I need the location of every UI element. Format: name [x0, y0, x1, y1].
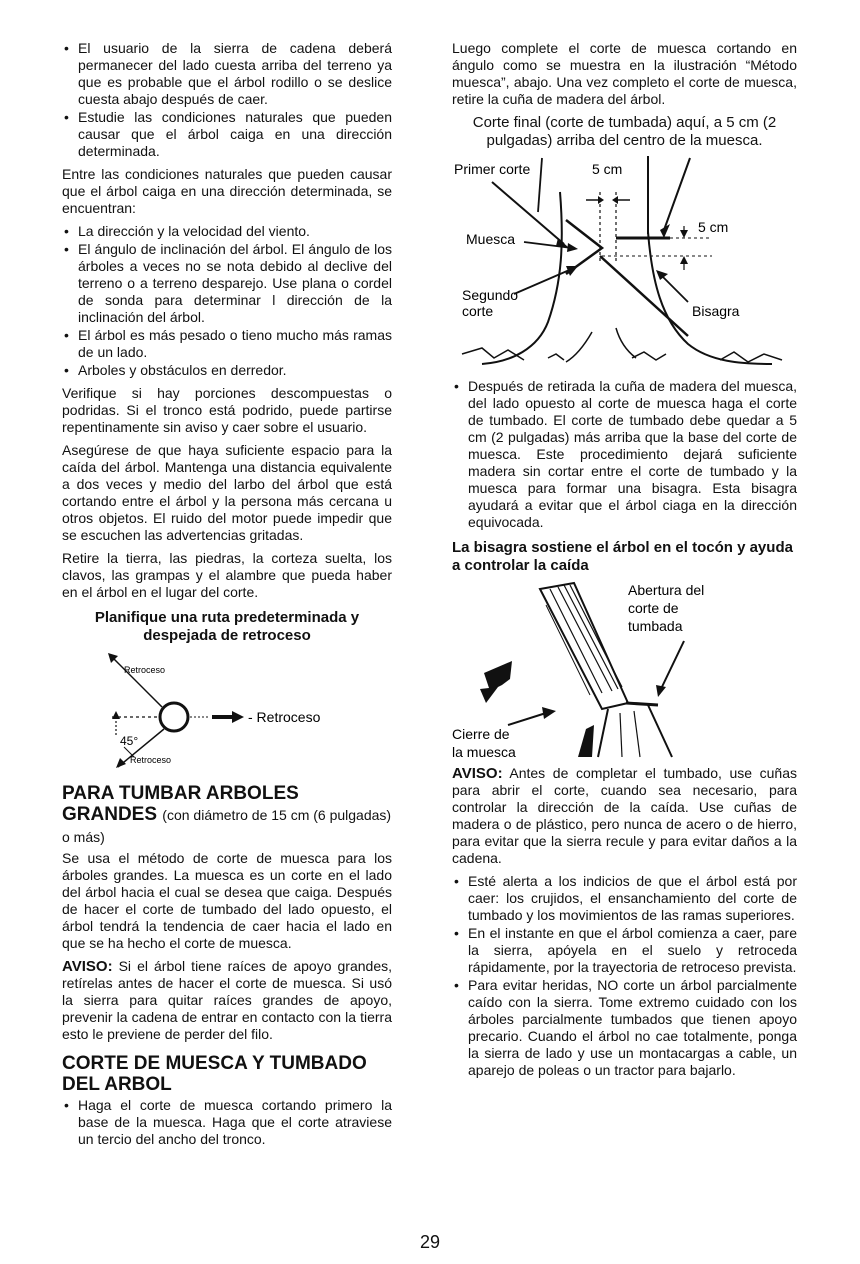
cierre-label-1: Cierre de: [452, 726, 510, 742]
paragraph-method: Se usa el método de corte de muesca para los árboles grandes. La muesca es un corte en el lado del árbol hacia el cual se desea que caiga. Después de hacer el corte de tumbado del lado opuesto, el árbol tendrá la tendencia de caer hacia el lado en que se ha hecho el corte de muesca.: [62, 850, 392, 951]
cierre-label-2: la muesca: [452, 744, 516, 760]
list-item: • El usuario de la sierra de cadena deberá permanecer del lado cuesta arriba del terreno ya que es probable que el árbol rodillo o se deslice cuesta abajo después de caer.: [78, 40, 392, 108]
bullet-list-cut: [62, 1097, 392, 1148]
heading-tumbar-sub: (con diámetro de 15 cm (6 pulgadas) o más): [62, 807, 392, 845]
retroceso-top-label: Retroceso: [124, 665, 166, 675]
aviso-roots: [62, 958, 392, 1043]
retroceso-bottom-label: Retroceso: [130, 755, 172, 765]
bisagra-label: Bisagra: [692, 303, 740, 319]
heading-tumbar: [62, 783, 392, 848]
plan-title: Planifique una ruta predeterminada y despejada de retroceso: [94, 609, 360, 644]
segundo-label: Segundo: [462, 287, 519, 303]
muesca-label: Muesca: [466, 231, 516, 247]
angle-label: 45°: [120, 734, 139, 748]
paragraph-remove: Retire la tierra, las piedras, la corteza suelta, los clavos, las grampas y el alambre que pueda haber en el árbol en el lugar del corte.: [62, 550, 392, 600]
bullet-list-warnings: [452, 873, 797, 1079]
abertura-label: [628, 582, 708, 634]
hinge-heading: La bisagra sostiene el árbol en el tocón y ayuda a controlar la caída: [452, 539, 793, 574]
notch-method-diagram: [452, 152, 797, 374]
abertura-line-1: Abertura del: [628, 582, 705, 598]
cm-right-label: 5 cm: [698, 219, 729, 235]
aviso-text: Si el árbol tiene raíces de apoyo grandes, retírelas antes de hacer el corte de muesca. Si usó la sierra para quitar raíces grandes de apoyo, prevenir la cadena de entrar en contacto con la tierra esto le previene de perder del filo.: [62, 958, 392, 1042]
corte-label: corte: [462, 303, 494, 319]
list-item: • Arboles y obstáculos en derredor.: [78, 362, 392, 379]
notch-diagram-caption: Corte final (corte de tumbada) aquí, a 5 cm (2 pulgadas) arriba del centro de la muesca.: [472, 114, 777, 149]
paragraph-conditions: Entre las condiciones naturales que pueden causar que el árbol caiga en una dirección determinada, se encuentran:: [62, 166, 392, 216]
retreat-path-diagram: [62, 649, 392, 769]
list-item: • En el instante en que el árbol comienza a caer, pare la sierra, apóyela en el suelo y retroceda rápidamente, por la trayectoria de retroceso prevista.: [468, 925, 797, 976]
list-item: • Estudie las condiciones naturales que pueden causar que el árbol caiga en una dirección determinada.: [78, 109, 392, 160]
list-item: • El ángulo de inclinación del árbol. El ángulo de los árboles a veces no se nota debido al declive del terreno o a terreno desparejo. Use plana o cordel de sonda para determinar l dirección de la inclinación del árbol.: [78, 241, 392, 326]
paragraph-luego: Luego complete el corte de muesca cortando en ángulo como se muestra en la ilustración “Método muesca”, abajo. Una vez completo el corte de muesca, retire la cuña de madera del árbol.: [452, 40, 797, 107]
list-item: • El árbol es más pesado o tieno mucho más ramas de un lado.: [78, 327, 392, 361]
abertura-line-3: tumbada: [628, 618, 683, 634]
list-item: • Después de retirada la cuña de madera del muesca, del lado opuesto al corte de muesca haga el corte de tumbado. El corte de tumbado debe quedar a 5 cm (2 pulgadas) más arriba que la base del corte de muesca. Este procedimiento dejará suficiente madera sin cortar entre el corte de tumbado y la muesca para formar una bisagra. Esta bisagra ayudará a evitar que el árbol ciaga en la dirección equivocada.: [468, 378, 797, 531]
aviso-wedges: [452, 765, 797, 867]
primer-corte-label: Primer corte: [454, 161, 531, 177]
aviso-lead: AVISO:: [452, 765, 503, 782]
retroceso-right-label: - Retroceso: [248, 709, 321, 725]
list-item: • Para evitar heridas, NO corte un árbol parcialmente caído con la sierra. Tome extremo cuidado con los árboles parcialmente tumbados que tienen apoyo precario. Cuando el árbol no cae totalmente, ponga la sierra de lado y use un montacargas a cable, un aparejo de poleas o un tractor para bajarlo.: [468, 977, 797, 1079]
bullet-list-uphill: [62, 40, 392, 160]
list-item: • Haga el corte de muesca cortando primero la base de la muesca. Haga que el corte atraviese un tercio del ancho del tronco.: [78, 1097, 392, 1148]
right-column: [452, 40, 797, 1085]
bullet-list-conditions: [62, 223, 392, 379]
aviso-text: Antes de completar el tumbado, use cuñas para abrir el corte, cuando sea necesario, para controlar la dirección de la caída. Use cuñas de madera o de plástico, pero nunca de acero o de hierro, para evitar que la sierra recule y para evitar daños a la cadena.: [452, 765, 797, 866]
heading-tumbar-text: PARA TUMBAR ARBOLES GRANDES: [62, 783, 299, 825]
abertura-line-2: corte de: [628, 600, 679, 616]
page-number: 29: [419, 1232, 441, 1252]
hinge-diagram: [452, 579, 797, 761]
bullet-list-felling-cut: [452, 378, 797, 531]
heading-corte: CORTE DE MUESCA Y TUMBADO DEL ARBOL: [62, 1053, 367, 1095]
cm-top-label: 5 cm: [592, 161, 623, 177]
list-item: • Esté alerta a los indicios de que el árbol está por caer: los crujidos, el ensanchamiento del corte de tumbado y los movimientos de las ramas superiores.: [468, 873, 797, 924]
paragraph-verify: Verifique si hay porciones descompuestas o podridas. Si el tronco está podrido, puede partirse repentinamente sin aviso y caer sobre el usuario.: [62, 385, 392, 435]
left-column: [62, 40, 392, 1154]
paragraph-space: Asegúrese de que haya suficiente espacio para la caída del árbol. Mantenga una distancia equivalente a dos veces y medio del larbo del árbol que está cortando entre el árbol y la persona más cercana u otros objetos. El ruido del motor puede impedir que se escuchen las advertencias gritadas.: [62, 442, 392, 543]
list-item: • La dirección y la velocidad del viento.: [78, 223, 392, 240]
aviso-lead: AVISO:: [62, 958, 113, 975]
